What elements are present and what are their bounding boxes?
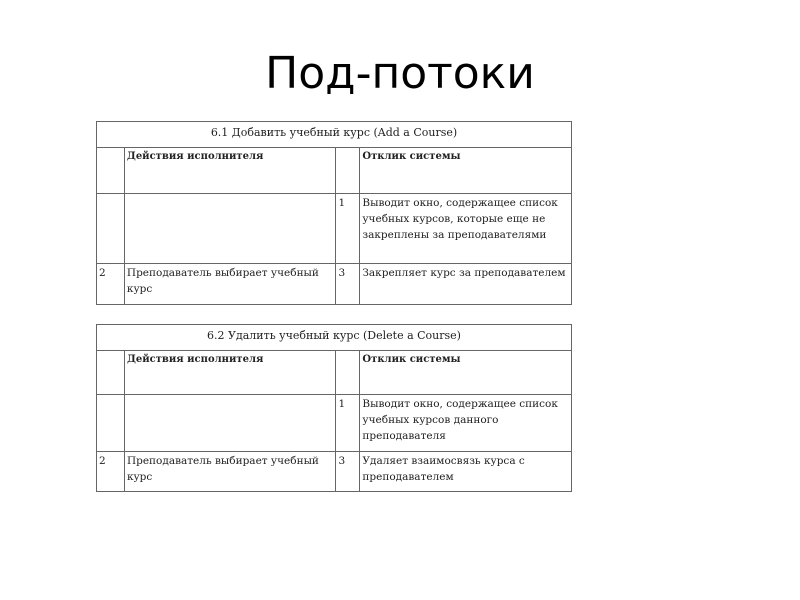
actor-step-text: Преподаватель выбирает учебный курс (124, 264, 336, 305)
system-step-text: Закрепляет курс за преподавателем (360, 264, 572, 305)
system-step-number: 3 (336, 452, 360, 492)
table-caption: 6.1 Добавить учебный курс (Add a Course) (97, 122, 572, 148)
system-step-number: 3 (336, 264, 360, 305)
number-cell (336, 351, 360, 395)
slide-title: Под-потоки (265, 48, 535, 99)
actor-step-text (124, 395, 336, 452)
subflow-table-add-course (96, 121, 572, 305)
system-response-header: Отклик системы (360, 351, 572, 395)
system-step-text: Выводит окно, содержащее список учебных курсов, которые еще не закреплены за преподавателями (360, 194, 572, 264)
table-caption: 6.2 Удалить учебный курс (Delete a Course) (97, 325, 572, 351)
number-cell (97, 148, 125, 194)
actor-step-number: 2 (97, 264, 125, 305)
subflow-table-delete-course (96, 324, 572, 492)
system-response-header: Отклик системы (360, 148, 572, 194)
system-step-text: Выводит окно, содержащее список учебных курсов данного преподавателя (360, 395, 572, 452)
actor-step-number (97, 194, 125, 264)
actor-step-text: Преподаватель выбирает учебный курс (124, 452, 336, 492)
actor-step-text (124, 194, 336, 264)
system-step-number: 1 (336, 194, 360, 264)
actor-step-number: 2 (97, 452, 125, 492)
actor-actions-header: Действия исполнителя (124, 148, 336, 194)
actor-actions-header: Действия исполнителя (124, 351, 336, 395)
system-step-text: Удаляет взаимосвязь курса с преподавателем (360, 452, 572, 492)
system-step-number: 1 (336, 395, 360, 452)
number-cell (97, 351, 125, 395)
actor-step-number (97, 395, 125, 452)
number-cell (336, 148, 360, 194)
